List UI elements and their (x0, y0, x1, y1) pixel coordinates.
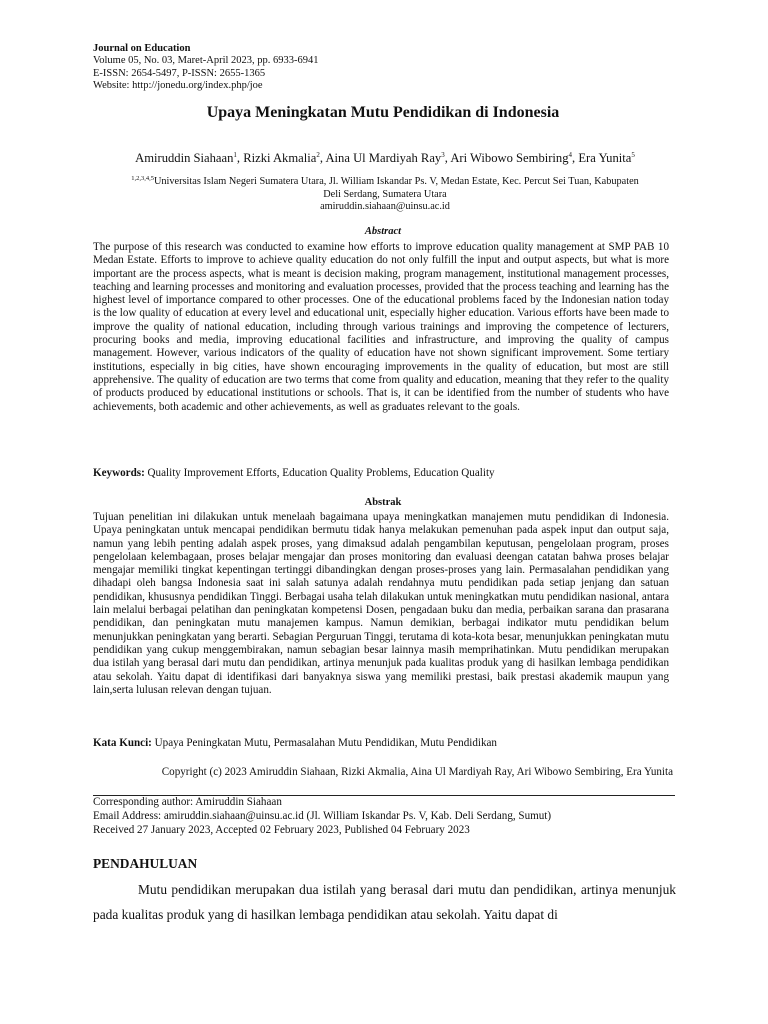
copyright-notice: Copyright (c) 2023 Amiruddin Siahaan, Rizki Akmalia, Aina Ul Mardiyah Ray, Ari Wibowo Sembiring, Era Yunita (161, 766, 673, 778)
author-name: Rizki Akmalia (243, 151, 317, 165)
author-name: Era Yunita (578, 151, 632, 165)
author-name: Amiruddin Siahaan (135, 151, 234, 165)
correspondence-block (93, 795, 551, 837)
section-paragraph: Mutu pendidikan merupakan dua istilah yang berasal dari mutu dan pendidikan, artinya menunjuk pada kualitas produk yang di hasilkan lembaga pendidikan atau sekolah. Yaitu dapat di (93, 882, 676, 922)
author-affiliation-mark: 1 (233, 151, 237, 159)
author-affiliation-mark: 2 (316, 151, 320, 159)
paper-title: Upaya Meningkatan Mutu Pendidikan di Indonesia (206, 104, 560, 121)
kata-kunci-list: Upaya Peningkatan Mutu, Permasalahan Mutu Pendidikan, Mutu Pendidikan (154, 737, 497, 749)
kata-kunci (93, 737, 497, 749)
journal-name: Journal on Education (93, 43, 191, 54)
affiliation-line: Universitas Islam Negeri Sumatera Utara, Jl. William Iskandar Ps. V, Medan Estate, Kec. Percut Sei Tuan, Kabupaten (153, 176, 639, 187)
author-name: Aina Ul Mardiyah Ray (325, 151, 442, 165)
author-list: Amiruddin Siahaan$^1$, Rizki Akmalia$^2$, Aina Ul Mardiyah Ray$^3$, Ari Wibowo Sembiring$^4$, Era Yunita$^5$ (135, 151, 635, 165)
kata-kunci-label: Kata Kunci: (93, 737, 152, 749)
journal-header (93, 43, 319, 93)
publication-dates: Received 27 January 2023, Accepted 02 February 2023, Published 04 February 2023 (93, 824, 470, 836)
author-affiliation-mark: 5 (631, 151, 635, 159)
keywords-label: Keywords: (93, 467, 145, 479)
corresponding-author: Corresponding author: Amiruddin Siahaan (93, 796, 282, 808)
abstrak-text: Tujuan penelitian ini dilakukan untuk menelaah bagaimana upaya meningkatkan manajemen mutu pendidikan di Indonesia. Upaya peningkatan untuk mencapai pendidikan bermutu tidak hanya melakukan pemenuhan pada aspek input dan output saja, namun yang lebih penting adalah aspek proses, yang dimaksud adalah pengambilan keputusan, pengelolaan program, proses pengelolaan kelembagaan, proses belajar mengajar dan proses monitoring dan evaluasi deengan catatan bahwa proses belajar mengajar memiliki tingkat kepentingan tertinggi dibandingkan dengan proses-proses yang lain. Permasalahan pendidikan yang dihadapi oleh bangsa Indonesia saat ini salah satunya adalah rendahnya mutu pendidikan pada setiap jenjang dan satuan pendidikan, khususnya pendidikan Tinggi. Berbagai usaha telah dilakukan untuk meningkatkan mutu pendidikan nasional, antara lain melalui berbagai pelatihan dan peningkatan kompetensi Dosen, pengadaan buku dan media, perbaikan sarana dan prasarana pendidikan, dan peningkatan mutu manajemen kampus. Namun demikian, berbagai indikator mutu pendidikan belum menunjukkan peningkatan yang berarti. Sebagian Perguruan Tinggi, terutama di kota-kota besar, menunjukkan peningkatan mutu pendidikan yang cukup menggembirakan, namun sebagian besar lainnya masih memprihatinkan. Mutu pendidikan merupakan dua istilah yang berasal dari mutu dan pendidikan, artinya menunjuk pada kualitas produk yang di hasilkan lembaga pendidikan atau sekolah. Yaitu dapat di identifikasi dari banyaknya siswa yang memiliki prestasi, baik prestasi akademik maupun yang lain,serta lulusan relevan dengan tujuan. (93, 511, 669, 696)
affiliation-marks: 1,2,3,4,5 (131, 175, 154, 182)
corresponding-email: Email Address: amiruddin.siahaan@uinsu.ac.id (Jl. William Iskandar Ps. V, Kab. Deli Serdang, Sumut) (93, 810, 552, 822)
author-email: amiruddin.siahaan@uinsu.ac.id (320, 201, 450, 213)
affiliation-line: Deli Serdang, Sumatera Utara (323, 188, 447, 200)
journal-website: Website: http://jonedu.org/index.php/joe (93, 80, 263, 92)
keywords-list: Quality Improvement Efforts, Education Quality Problems, Education Quality (147, 467, 495, 479)
journal-volume: Volume 05, No. 03, Maret-April 2023, pp. 6933-6941 (93, 55, 319, 67)
author-affiliation-mark: 4 (568, 151, 573, 159)
abstract-heading: Abstract (364, 226, 402, 237)
abstrak-heading: Abstrak (364, 497, 402, 508)
affiliation (93, 173, 677, 214)
keywords (93, 467, 495, 479)
journal-issn: E-ISSN: 2654-5497, P-ISSN: 2655-1365 (93, 67, 266, 79)
abstract-text: The purpose of this research was conducted to examine how efforts to improve education quality management at SMP PAB 10 Medan Estate. Efforts to improve to achieve quality education do not only fulfill the input and output aspects, but what is more important are the process aspects, what is meant is decision making, program management, institutional management processes, teaching and learning processes and monitoring and evaluation processes, provided that the process teaching and learning has the highest level of importance compared to other processes. One of the educational problems faced by the Indonesian nation today is the low quality of education at every level and educational unit, especially higher education. Various efforts have been made to improve the quality of national education, including through various trainings and improving the competence of lecturers, procuring books and media, improving educational facilities and infrastructure, and improving the quality of campus management. However, various indicators of the quality of education have not shown significant improvement. Some tertiary institutions, especially in big cities, have shown encouraging improvements in the quality of education, but most are still apprehensive. The quality of education are two terms that come from quality and education, meaning that they refer to the quality of products produced by educational institutions or schools. That is, it can be identified from the number of students who have achievements, both academic and other achievements, as well as graduates relevant to the goals. (93, 241, 669, 413)
author-name: Ari Wibowo Sembiring (450, 151, 569, 165)
author-affiliation-mark: 3 (441, 151, 445, 159)
section-title: PENDAHULUAN (93, 856, 198, 871)
